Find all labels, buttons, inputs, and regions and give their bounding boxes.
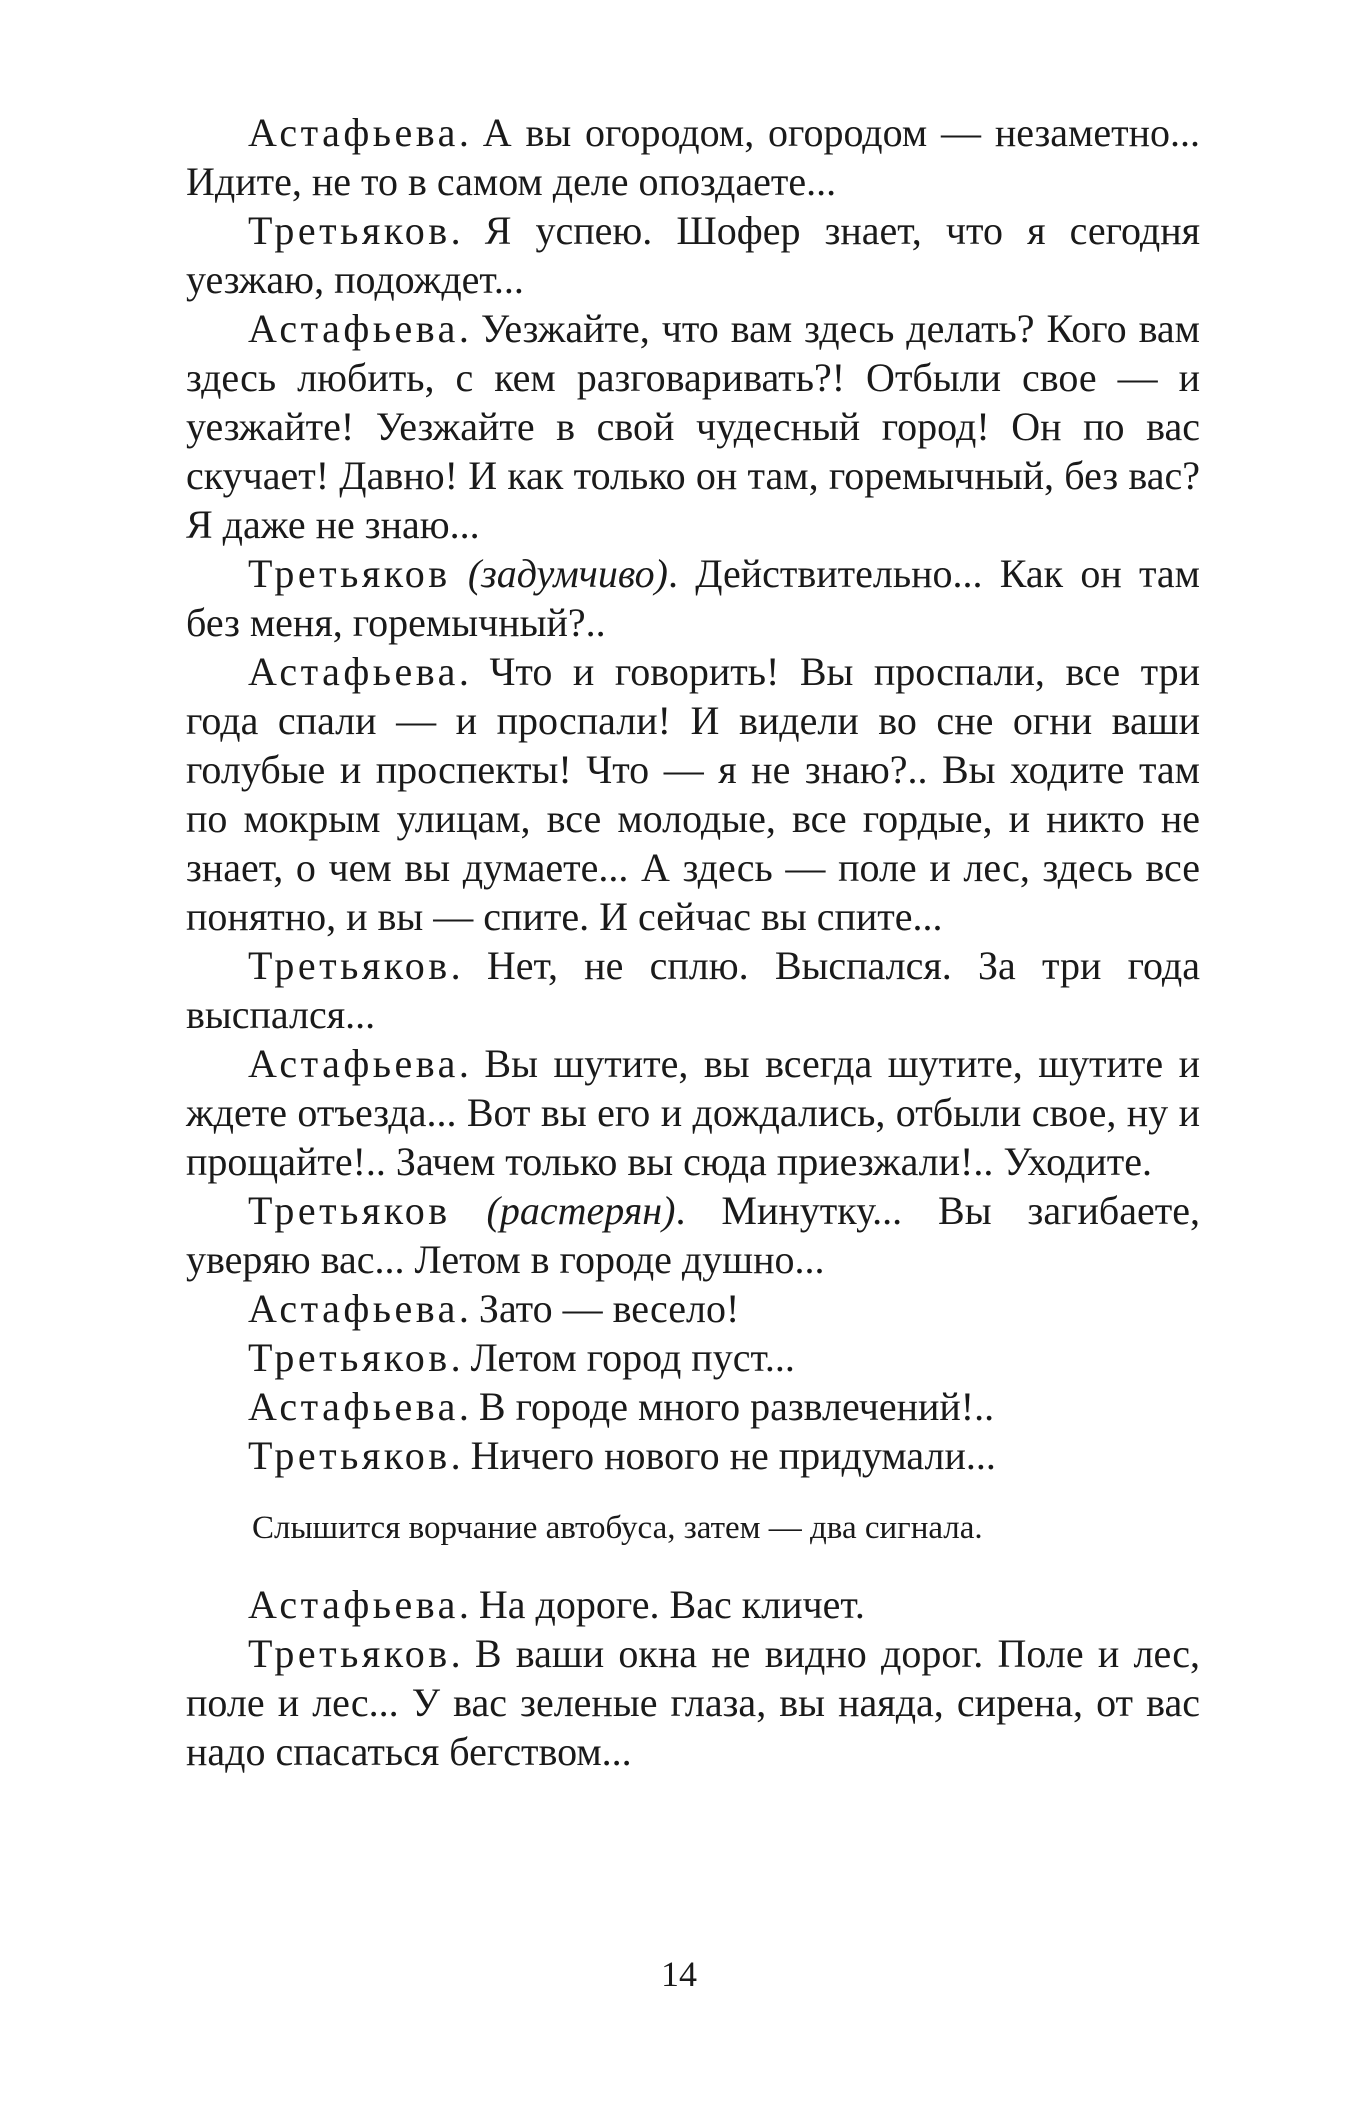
speaker-name: Астафьева [248,1286,459,1331]
line-text: На дороге. Вас кличет. [478,1582,865,1627]
speaker-name: Астафьева [248,110,459,155]
speaker-name: Третьяков [248,1433,451,1478]
dialogue-line: Третьяков. Я успею. Шофер знает, что я сегодня уезжаю, подождет... [186,208,1200,302]
dialogue-line: Третьяков. Ничего нового не придумали... [248,1433,996,1478]
speaker-name: Астафьева [248,1041,459,1086]
line-text: Ничего нового не придумали... [470,1433,996,1478]
speaker-name: Третьяков [248,1335,451,1380]
line-text: Минутку... Вы загибаете, уверяю вас... Летом в городе душно... [186,1188,1201,1282]
line-text: Зато — весело! [478,1286,740,1331]
line-text: Летом город пуст... [470,1335,795,1380]
dialogue-line: Астафьева. Вы шутите, вы всегда шутите, шутите и ждете отъезда... Вот вы его и дождались, отбыли свое, ну и прощайте!.. Зачем только вы сюда приезжали!.. Уходите. [186,1041,1201,1184]
speaker-name: Астафьева [248,306,459,351]
stage-direction: Слышится ворчание автобуса, затем — два сигнала. [252,1510,983,1546]
line-text: А вы огородом, огородом — незаметно... Идите, не то в самом деле опоздаете... [186,110,1200,204]
speaker-name: Третьяков [248,551,451,596]
line-text: Нет, не сплю. Выспался. За три года выспался... [186,943,1201,1037]
dialogue-line: Третьяков. Нет, не сплю. Выспался. За три года выспался... [186,943,1201,1037]
dialogue-line: Астафьева. В городе много развлечений!.. [248,1384,995,1429]
dialogue-line: Третьяков (задумчиво). Действительно... Как он там без меня, горемычный?.. [186,551,1200,645]
page-text [186,108,1200,1776]
dialogue-line: Астафьева. А вы огородом, огородом — незаметно... Идите, не то в самом деле опоздаете... [186,110,1200,204]
dialogue-line: Астафьева. Что и говорить! Вы проспали, все три года спали — и проспали! И видели во сне огни ваши голубые и проспекты! Что — я не знаю?.. Вы ходите там по мокрым улицам, все молодые, все гордые, и никто не знает, о чем вы думаете... А здесь — поле и лес, здесь все понятно, и вы — спите. И сейчас вы спите... [186,649,1200,939]
speaker-name: Астафьева [248,1582,459,1627]
speaker-name: Третьяков [248,1188,451,1233]
dialogue-line: Третьяков. В ваши окна не видно дорог. Поле и лес, поле и лес... У вас зеленые глаза, вы наяда, сирена, от вас надо спасаться бегством... [186,1631,1201,1774]
line-text: Вы шутите, вы всегда шутите, шутите и ждете отъезда... Вот вы его и дождались, отбыли свое, ну и прощайте!.. Зачем только вы сюда приезжали!.. Уходите. [186,1041,1201,1184]
line-text: Уезжайте, что вам здесь делать? Кого вам здесь любить, с кем разговаривать?! Отбыли свое — и уезжайте! Уезжайте в свой чудесный город! Он по вас скучает! Давно! И как только он там, горемычный, без вас? Я даже не знаю... [186,306,1200,547]
page-number: 14 [661,1954,697,1994]
line-text: Что и говорить! Вы проспали, все три года спали — и проспали! И видели во сне огни ваши голубые и проспекты! Что — я не знаю?.. Вы ходите там по мокрым улицам, все молодые, все гордые, и никто не знает, о чем вы думаете... А здесь — поле и лес, здесь все понятно, и вы — спите. И сейчас вы спите... [186,649,1200,939]
speaker-name: Третьяков [248,1631,451,1676]
dialogue-line: Третьяков (растерян). Минутку... Вы загибаете, уверяю вас... Летом в городе душно... [186,1188,1201,1282]
line-text: Действительно... Как он там без меня, горемычный?.. [186,551,1200,645]
speaker-name: Третьяков [248,208,451,253]
line-text: В ваши окна не видно дорог. Поле и лес, поле и лес... У вас зеленые глаза, вы наяда, сирена, от вас надо спасаться бегством... [186,1631,1201,1774]
stage-remark: (растерян) [486,1188,676,1233]
line-text: В городе много развлечений!.. [478,1384,995,1429]
stage-remark: (задумчиво) [467,551,668,596]
speaker-name: Астафьева [248,1384,459,1429]
speaker-name: Астафьева [248,649,459,694]
speaker-name: Третьяков [248,943,451,988]
dialogue-line: Астафьева. Зато — весело! [248,1286,740,1331]
dialogue-line: Третьяков. Летом город пуст... [248,1335,795,1380]
dialogue-line: Астафьева. На дороге. Вас кличет. [248,1582,865,1627]
line-text: Я успею. Шофер знает, что я сегодня уезжаю, подождет... [186,208,1200,302]
dialogue-line: Астафьева. Уезжайте, что вам здесь делать? Кого вам здесь любить, с кем разговаривать?! Отбыли свое — и уезжайте! Уезжайте в свой чудесный город! Он по вас скучает! Давно! И как только он там, горемычный, без вас? Я даже не знаю... [186,306,1200,547]
